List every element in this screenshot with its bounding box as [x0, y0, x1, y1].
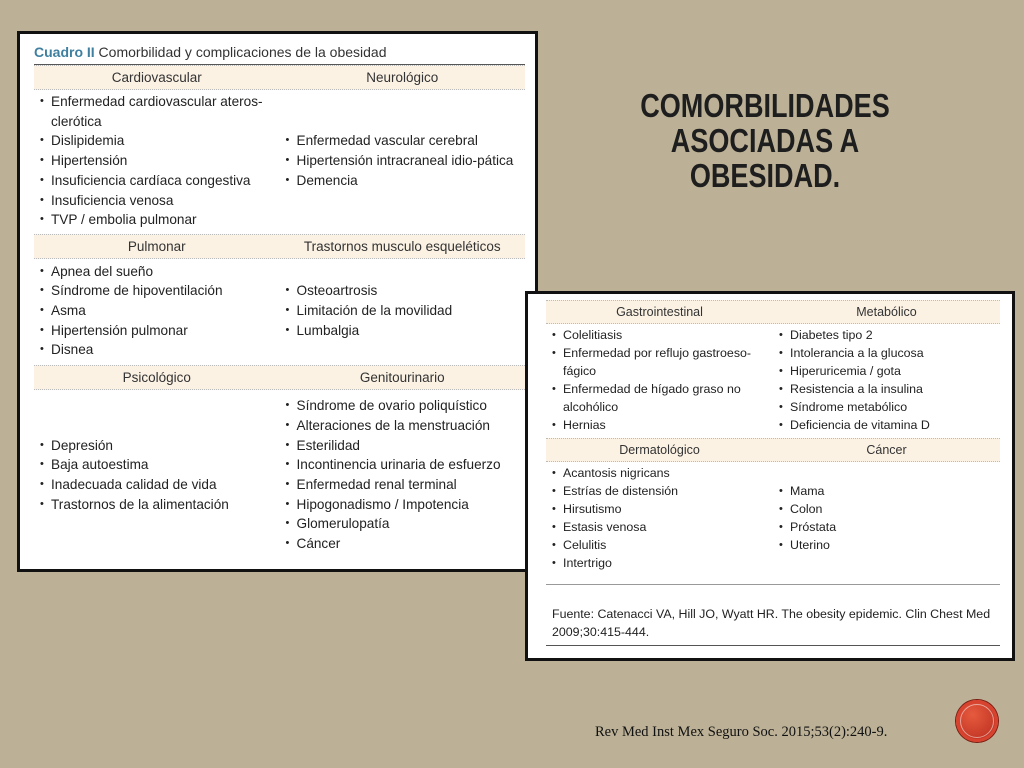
section-header: Cardiovascular — [111, 70, 202, 85]
section-header: Gastrointestinal — [616, 305, 703, 319]
bullet-list — [779, 482, 996, 554]
bullet-list — [40, 436, 276, 515]
title-line: OBESIDAD. — [689, 157, 841, 194]
section-header: Pulmonar — [127, 238, 186, 254]
list-item: • Síndrome de ovario poliquístico — [286, 396, 522, 416]
list-item: • Disnea — [40, 340, 276, 360]
list-item: • Enfermedad vascular cerebral — [286, 131, 522, 151]
section-body-row — [34, 259, 525, 365]
table-caption — [34, 42, 525, 65]
section-column — [280, 259, 526, 365]
list-item: • Diabetes tipo 2 — [779, 326, 996, 344]
list-item: • Próstata — [779, 518, 996, 536]
section-column — [546, 462, 773, 576]
list-item: • Hirsutismo — [552, 500, 769, 518]
list-item: • Alteraciones de la menstruación — [286, 416, 522, 436]
list-item: • Enfermedad cardiovascular ateros-clerótica — [40, 92, 276, 131]
list-item: • Colelitiasis — [552, 326, 769, 344]
title-line: COMORBILIDADES — [640, 87, 890, 124]
list-item: • Uterino — [779, 536, 996, 554]
citation-text: Rev Med Inst Mex Seguro Soc. 2015;53(2):240-9. — [595, 724, 888, 740]
section-column — [773, 462, 1000, 576]
table-image-left — [17, 31, 538, 572]
list-item: • Enfermedad de hígado graso no alcohólico — [552, 380, 769, 416]
list-item: • Limitación de la movilidad — [286, 301, 522, 321]
list-item: • Glomerulopatía — [286, 514, 522, 534]
table-source: Fuente: Catenacci VA, Hill JO, Wyatt HR. The obesity epidemic. Clin Chest Med 2009;30:415-444. — [546, 584, 1000, 646]
list-item: • Síndrome de hipoventilación — [40, 281, 276, 301]
bullet-list — [286, 396, 522, 554]
comorbidity-table-left — [34, 42, 525, 562]
bullet-list — [779, 326, 996, 434]
list-item: • Estrías de distensión — [552, 482, 769, 500]
list-item: • Enfermedad renal terminal — [286, 475, 522, 495]
list-item: • Lumbalgia — [286, 321, 522, 341]
list-item: • Resistencia a la insulina — [779, 380, 996, 398]
section-header-row — [34, 65, 525, 90]
comorbidity-table-right — [546, 300, 1000, 646]
list-item: • Celulitis — [552, 536, 769, 554]
slide-title — [626, 88, 905, 193]
section-header: Genitourinario — [359, 369, 445, 385]
table-sections — [34, 65, 525, 562]
list-item: • Baja autoestima — [40, 455, 276, 475]
list-item: • Colon — [779, 500, 996, 518]
section-header-row — [546, 438, 1000, 462]
section-header-row — [34, 234, 525, 259]
list-item: • TVP / embolia pulmonar — [40, 210, 276, 230]
list-item: • Mama — [779, 482, 996, 500]
list-item: • Incontinencia urinaria de esfuerzo — [286, 455, 522, 475]
list-item: • Hernias — [552, 416, 769, 434]
section-body-row — [546, 462, 1000, 576]
section-header-row — [34, 365, 525, 390]
bullet-list — [286, 131, 522, 190]
list-item: • Esterilidad — [286, 436, 522, 456]
section-header: Dermatológico — [619, 443, 700, 457]
section-body-row — [34, 90, 525, 234]
list-item: • Intertrigo — [552, 554, 769, 572]
table-image-right — [525, 291, 1015, 661]
section-column — [34, 90, 280, 234]
list-item: • Osteoartrosis — [286, 281, 522, 301]
list-item: • Dislipidemia — [40, 131, 276, 151]
list-item: • Acantosis nigricans — [552, 464, 769, 482]
table-caption-label: Cuadro II — [34, 44, 95, 60]
table-caption-text: Comorbilidad y complicaciones de la obesidad — [94, 44, 387, 60]
list-item: • Estasis venosa — [552, 518, 769, 536]
section-column — [34, 390, 280, 562]
list-item: • Inadecuada calidad de vida — [40, 475, 276, 495]
bullet-list — [286, 281, 522, 340]
list-item: • Hiperuricemia / gota — [779, 362, 996, 380]
title-line: ASOCIADAS A — [670, 122, 860, 159]
list-item: • Síndrome metabólico — [779, 398, 996, 416]
list-item: • Hipertensión — [40, 151, 276, 171]
section-header: Neurológico — [366, 70, 439, 85]
list-item: • Depresión — [40, 436, 276, 456]
section-header: Trastornos musculo esqueléticos — [303, 238, 501, 254]
list-item: • Hipertensión intracraneal idio-pática — [286, 151, 522, 171]
list-item: • Hipertensión pulmonar — [40, 321, 276, 341]
section-header: Metabólico — [856, 305, 917, 319]
list-item: • Deficiencia de vitamina D — [779, 416, 996, 434]
bullet-list — [40, 262, 276, 361]
bullet-list — [40, 92, 276, 230]
bullet-list — [552, 464, 769, 572]
section-header-row — [546, 300, 1000, 324]
section-column — [546, 324, 773, 438]
table-sections — [546, 300, 1000, 576]
list-item: • Apnea del sueño — [40, 262, 276, 282]
list-item: • Hipogonadismo / Impotencia — [286, 495, 522, 515]
list-item: • Insuficiencia venosa — [40, 191, 276, 211]
list-item: • Trastornos de la alimentación — [40, 495, 276, 515]
circle-button-icon[interactable] — [956, 700, 998, 742]
list-item: • Cáncer — [286, 534, 522, 554]
section-header: Psicológico — [122, 369, 191, 385]
section-column — [773, 324, 1000, 438]
section-body-row — [34, 390, 525, 562]
section-body-row — [546, 324, 1000, 438]
section-column — [280, 90, 526, 234]
section-header: Cáncer — [866, 443, 907, 457]
button-ring — [960, 704, 994, 738]
list-item: • Demencia — [286, 171, 522, 191]
section-column — [34, 259, 280, 365]
section-column — [280, 390, 526, 562]
bullet-list — [552, 326, 769, 434]
list-item: • Asma — [40, 301, 276, 321]
list-item: • Insuficiencia cardíaca congestiva — [40, 171, 276, 191]
list-item: • Intolerancia a la glucosa — [779, 344, 996, 362]
list-item: • Enfermedad por reflujo gastroeso-fágico — [552, 344, 769, 380]
